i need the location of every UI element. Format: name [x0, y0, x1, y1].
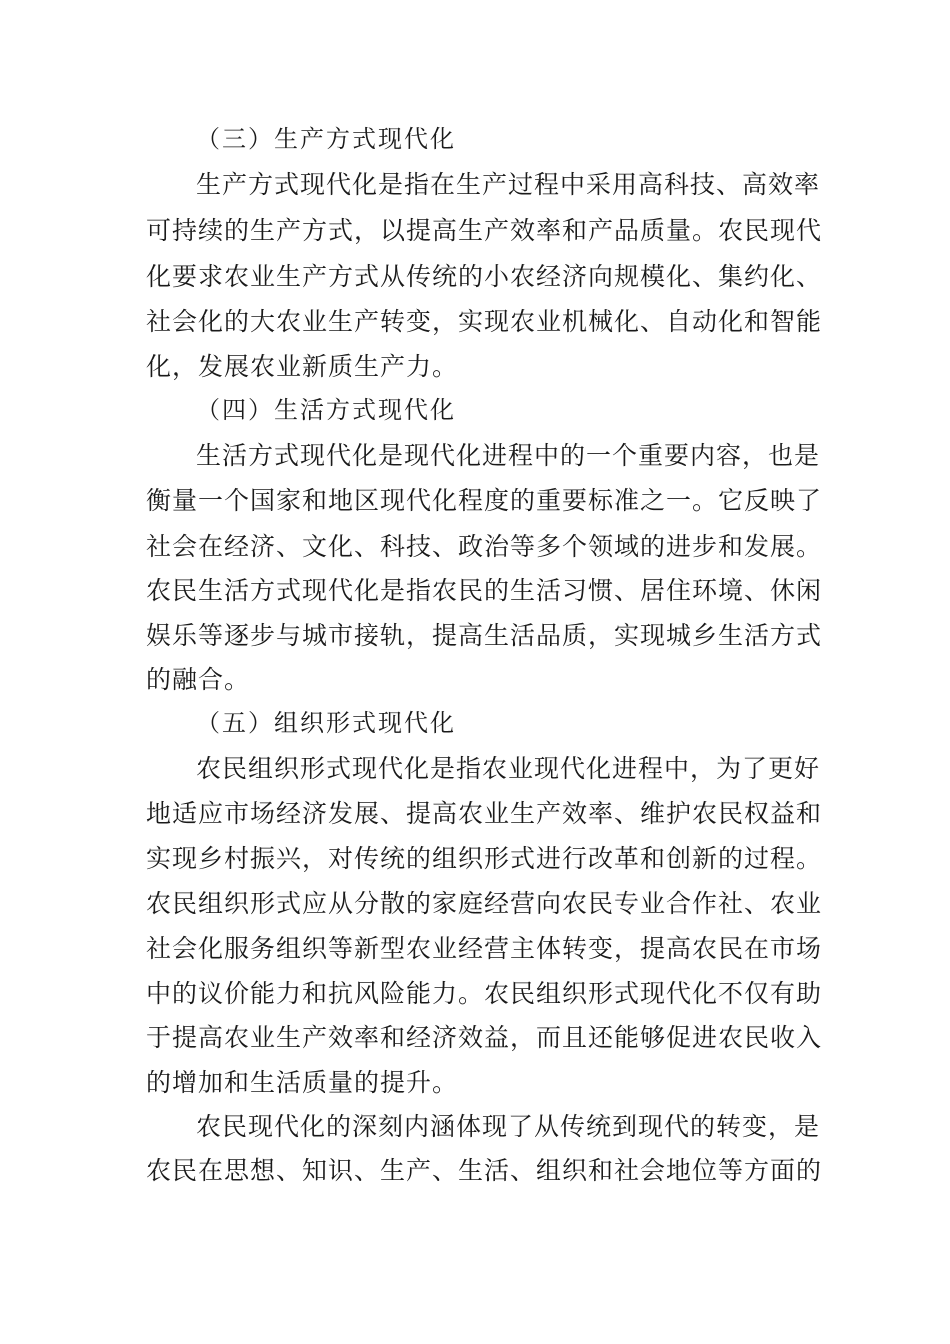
paragraph-line: 农民组织形式现代化是指农业现代化进程中，为了更好 [196, 754, 821, 783]
paragraph-line: 社会化的大农业生产转变，实现农业机械化、自动化和智能 [146, 307, 823, 336]
paragraph-line: 农民组织形式应从分散的家庭经营向农民专业合作社、农业 [146, 889, 823, 918]
section-heading-lifestyle: （四）生活方式现代化 [196, 396, 456, 424]
paragraph-line: 社会化服务组织等新型农业经营主体转变，提高农民在市场 [146, 934, 823, 963]
paragraph-line: 实现乡村振兴，对传统的组织形式进行改革和创新的过程。 [146, 844, 823, 873]
paragraph-line: 的增加和生活质量的提升。 [146, 1068, 459, 1097]
paragraph-line: 衡量一个国家和地区现代化程度的重要标准之一。它反映了 [146, 486, 823, 515]
paragraph-line: 的融合。 [146, 665, 251, 694]
paragraph-line: 可持续的生产方式，以提高生产效率和产品质量。农民现代 [146, 216, 823, 245]
paragraph-line: 生产方式现代化是指在生产过程中采用高科技、高效率 [196, 170, 821, 199]
section-heading-organization: （五）组织形式现代化 [196, 709, 456, 737]
paragraph-line: 地适应市场经济发展、提高农业生产效率、维护农民权益和 [146, 799, 823, 828]
section-heading-production: （三）生产方式现代化 [196, 125, 456, 153]
paragraph-line: 于提高农业生产效率和经济效益，而且还能够促进农民收入 [146, 1023, 823, 1052]
paragraph-line: 化要求农业生产方式从传统的小农经济向规模化、集约化、 [146, 262, 823, 291]
paragraph-line: 化，发展农业新质生产力。 [146, 352, 459, 381]
paragraph-line: 农民在思想、知识、生产、生活、组织和社会地位等方面的 [146, 1156, 823, 1185]
paragraph-line: 农民现代化的深刻内涵体现了从传统到现代的转变，是 [196, 1112, 821, 1141]
paragraph-line: 农民生活方式现代化是指农民的生活习惯、居住环境、休闲 [146, 576, 823, 605]
paragraph-line: 中的议价能力和抗风险能力。农民组织形式现代化不仅有助 [146, 979, 823, 1008]
paragraph-line: 社会在经济、文化、科技、政治等多个领域的进步和发展。 [146, 532, 823, 561]
paragraph-line: 娱乐等逐步与城市接轨，提高生活品质，实现城乡生活方式 [146, 621, 823, 650]
paragraph-line: 生活方式现代化是现代化进程中的一个重要内容，也是 [196, 441, 821, 470]
